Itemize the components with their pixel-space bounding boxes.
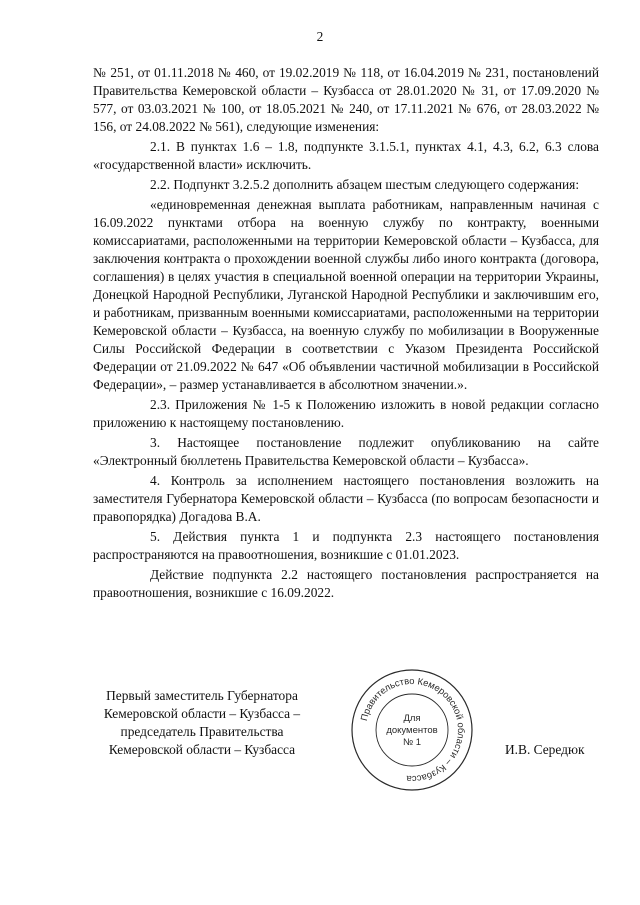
stamp-center-line: Для (403, 713, 421, 724)
paragraph-4: 4. Контроль за исполнением настоящего постановления возложить на заместителя Губернатора Кемеровской области – Кузбасса (по вопросам безопасности и правопорядка) Догадова В.А. (93, 473, 599, 524)
signatory-position-line: председатель Правительства (120, 724, 284, 739)
stamp-center-line: документов (386, 725, 438, 736)
paragraph-2-3: 2.3. Приложения № 1-5 к Положению изложить в новой редакции согласно приложению к настоящему постановлению. (93, 397, 599, 430)
page-number: 2 (316, 29, 324, 44)
stamp-center-line: № 1 (402, 737, 422, 748)
paragraph-amended-acts: № 251, от 01.11.2018 № 460, от 19.02.2019 № 118, от 16.04.2019 № 231, постановлений Правительства Кемеровской области – Кузбасса от 28.01.2020 № 31, от 17.09.2020 № 577, от 03.03.2021 № 100, от 18.05.2021 № 240, от 17.11.2021 № 676, от 28.03.2022 № 156, от 24.08.2022 № 561), следующие изменения: (93, 65, 599, 134)
stamp-ring-text: Правительство Кемеровской области – Кузбасса (357, 674, 468, 786)
paragraph-2-1: 2.1. В пунктах 1.6 – 1.8, подпункте 3.1.5.1, пунктах 4.1, 4.3, 6.2, 6.3 слова «государственной власти» исключить. (93, 139, 599, 172)
paragraph-quoted-text: «единовременная денежная выплата работникам, направленным начиная с 16.09.2022 пунктами отбора на военную службу по контракту, военными комиссариатами, расположенными на территории Кемеровской области – Кузбасса, для заключения контракта о прохождении военной службы либо иного контракта (договора, соглашения) в целях участия в специальной военной операции на территории Украины, Донецкой Народной Республики, Луганской Народной Республики и заключившим его, и работникам, призванным военными комиссариатами, расположенными на территории Кемеровской области – Кузбасса, на военную службу по мобилизации в Вооруженные Силы Российской Федерации в соответствии с Указом Президента Российской Федерации от 21.09.2022 № 647 «Об объявлении частичной мобилизации в Российской Федерации», – размер устанавливается в абсолютном значении.». (93, 197, 599, 392)
signatory-position-line: Кемеровской области – Кузбасса – (103, 706, 301, 721)
paragraph-5: 5. Действия пункта 1 и подпункта 2.3 настоящего постановления распространяются на правоотношения, возникшие с 01.01.2023. (93, 529, 599, 562)
paragraph-3: 3. Настоящее постановление подлежит опубликованию на сайте «Электронный бюллетень Правительства Кемеровской области – Кузбасса». (93, 435, 599, 468)
official-stamp (346, 664, 478, 796)
signatory-position (92, 687, 312, 759)
paragraph-effective-date: Действие подпункта 2.2 настоящего постановления распространяется на правоотношения, возникшие с 16.09.2022. (93, 567, 599, 600)
signatory-position-line: Первый заместитель Губернатора (106, 688, 298, 703)
signatory-name: И.В. Середюк (505, 742, 585, 757)
signatory-position-line: Кемеровской области – Кузбасса (108, 742, 296, 757)
document-body (93, 64, 599, 602)
paragraph-2-2: 2.2. Подпункт 3.2.5.2 дополнить абзацем шестым следующего содержания: (150, 177, 580, 192)
